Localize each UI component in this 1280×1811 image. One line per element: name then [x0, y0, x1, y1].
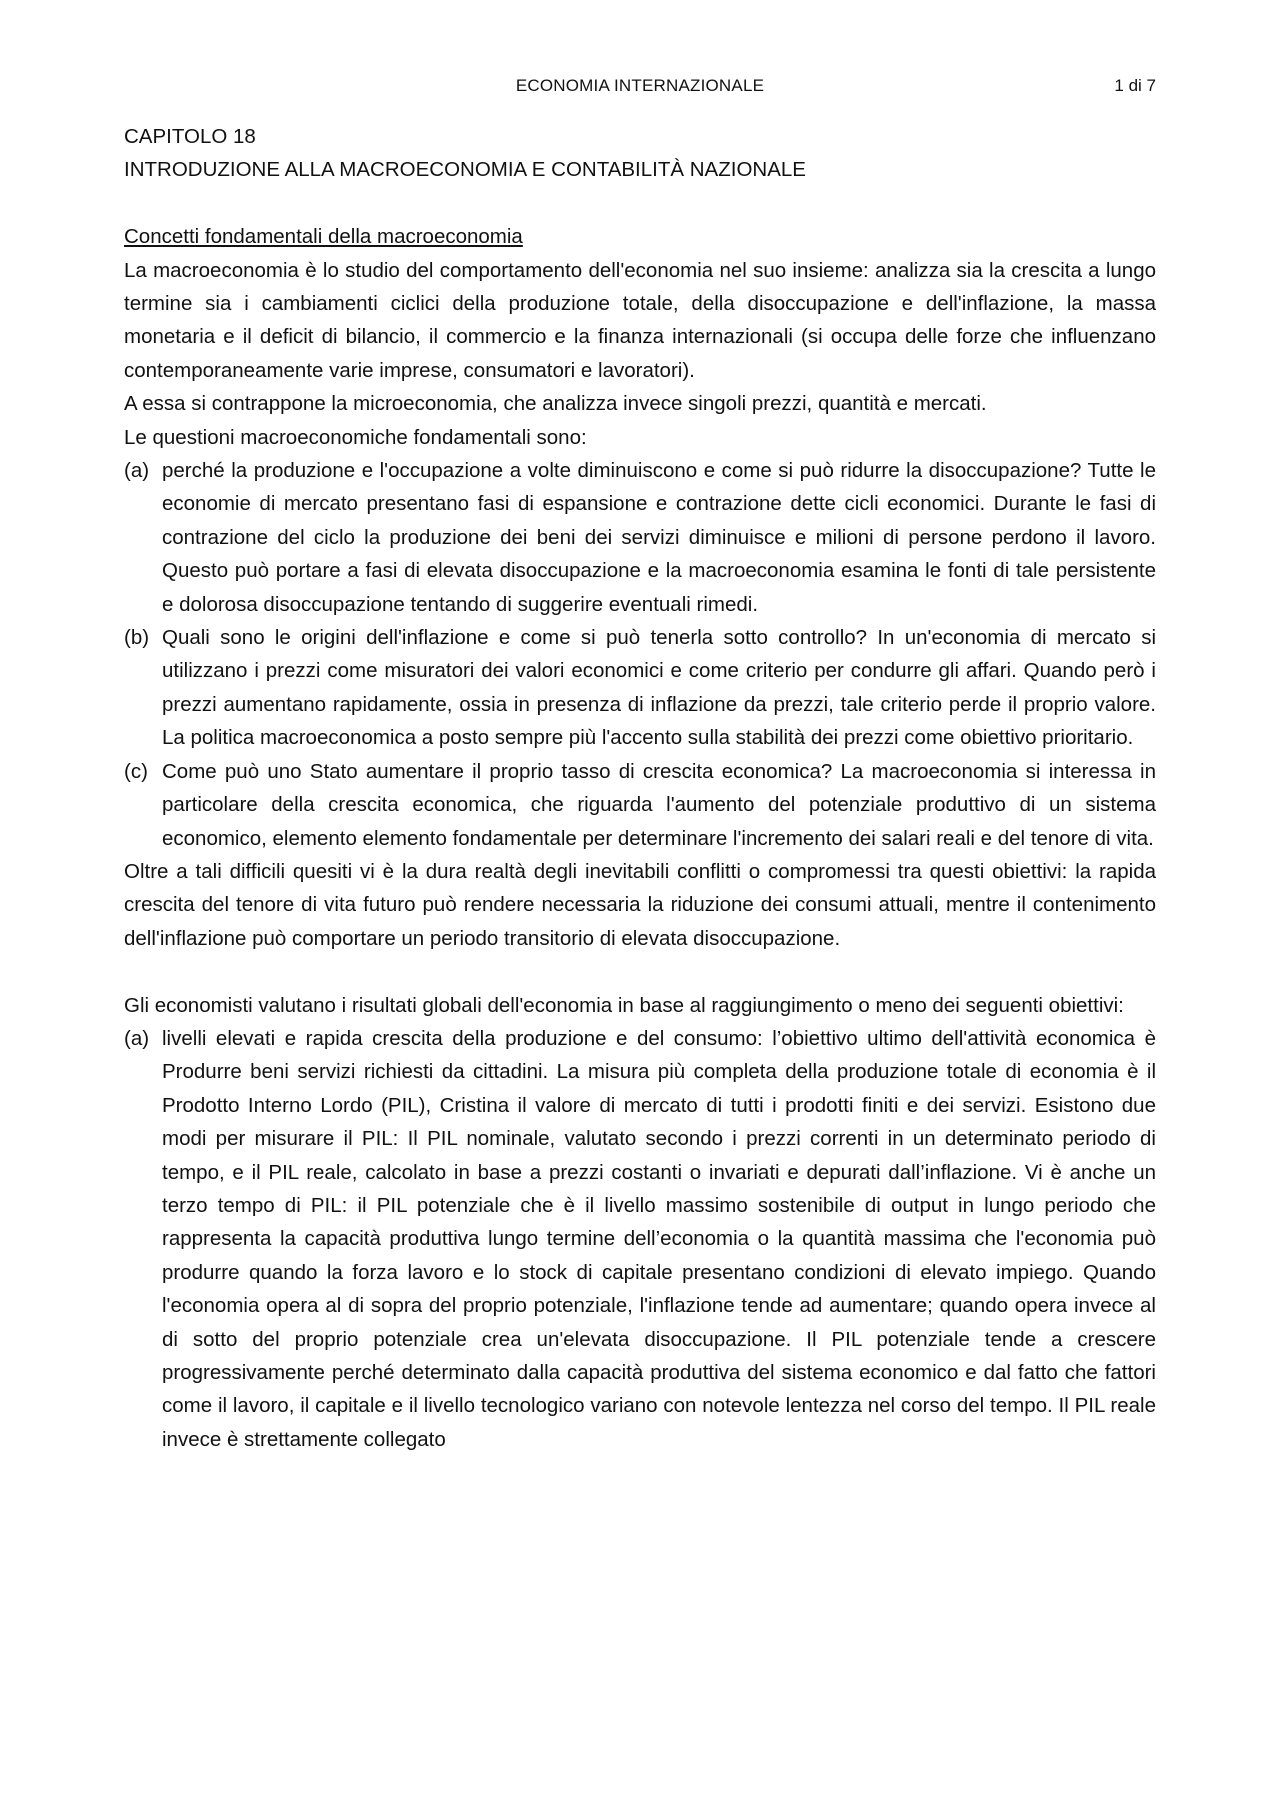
- document-content: [124, 120, 1156, 1456]
- spacer: [124, 955, 1156, 988]
- questions-list: [124, 454, 1156, 855]
- list-item: [124, 621, 1156, 755]
- objectives-list: [124, 1022, 1156, 1456]
- list-item: [124, 454, 1156, 621]
- objectives-intro: Gli economisti valutano i risultati globali dell'economia in base al raggiungimento o meno dei seguenti obiettivi:: [124, 993, 1124, 1017]
- list-item-text: perché la produzione e l'occupazione a volte diminuiscono e come si può ridurre la disoccupazione? Tutte le economie di mercato presentano fasi di espansione e contrazione dette cicli economici. Durante le fasi di contrazione del ciclo la produzione dei beni dei servizi diminuisce e milioni di persone perdono il lavoro. Questo può portare a fasi di elevata disoccupazione e la macroeconomia esamina le fonti di tale persistente e dolorosa disoccupazione tentando di suggerire eventuali rimedi.: [162, 459, 1156, 616]
- list-marker: (b): [124, 626, 150, 650]
- spacer: [124, 187, 1156, 220]
- section-title: Concetti fondamentali della macroeconomia: [124, 225, 523, 249]
- chapter-number: CAPITOLO 18: [124, 125, 256, 148]
- list-item-text: Come può uno Stato aumentare il proprio tasso di crescita economica? La macroeconomia si interessa in particolare della crescita economica, che riguarda l'aumento del potenziale produttivo di un sistema economico, elemento elemento fondamentale per determinare l'incremento dei salari reali e del tenore di vita.: [162, 759, 1156, 850]
- list-item-text: Quali sono le origini dell'inflazione e come si può tenerla sotto controllo? In un'economia di mercato si utilizzano i prezzi come misuratori dei valori economici e come criterio per condurre gli affari. Quando però i prezzi aumentano rapidamente, ossia in presenza di inflazione da prezzi, tale criterio perde il proprio valore. La politica macroeconomica a posto sempre più l'accento sulla stabilità dei prezzi come obiettivo prioritario.: [162, 626, 1156, 750]
- chapter-title: INTRODUZIONE ALLA MACROECONOMIA E CONTABILITÀ NAZIONALE: [124, 158, 806, 182]
- list-marker: (a): [124, 459, 150, 483]
- header-title: ECONOMIA INTERNAZIONALE: [515, 76, 765, 95]
- page-number: 1 di 7: [1114, 76, 1156, 95]
- list-item: [124, 1022, 1156, 1456]
- list-marker: (c): [124, 759, 148, 783]
- intro-paragraph: La macroeconomia è lo studio del comportamento dell'economia nel suo insieme: analizza sia la crescita a lungo termine sia i cambiamenti ciclici della produzione totale, della disoccupazione e dell'inflazione, la massa monetaria e il deficit di bilancio, il commercio e la finanza internazionali (si occupa delle forze che influenzano contemporaneamente varie imprese, consumatori e lavoratori).: [124, 258, 1156, 382]
- list-item-text: livelli elevati e rapida crescita della produzione e del consumo: l’obiettivo ultimo dell'attività economica è Produrre beni servizi richiesti da cittadini. La misura più completa della produzione totale di economia è il Prodotto Interno Lordo (PIL), Cristina il valore di mercato di tutti i prodotti finiti e dei servizi. Esistono due modi per misurare il PIL: Il PIL nominale, valutato secondo i prezzi correnti in un determinato periodo di tempo, e il PIL reale, calcolato in base a prezzi costanti o invariati e depurati dall’inflazione. Vi è anche un terzo tempo di PIL: il PIL potenziale che è il livello massimo sostenibile di output in lungo periodo che rappresenta la capacità produttiva lungo termine dell’economia o la quantità massima che l'economia può produrre quando la forza lavoro e lo stock di capitale presentano condizioni di elevato impiego. Quando l'economia opera al di sopra del proprio potenziale, l'inflazione tende ad aumentare; quando opera invece al di sotto del proprio potenziale crea un'elevata disoccupazione. Il PIL potenziale tende a crescere progressivamente perché determinato dalla capacità produttiva del sistema economico e dal fatto che fattori come il lavoro, il capitale e il livello tecnologico variano con notevole lentezza nel corso del tempo. Il PIL reale invece è strettamente collegato: [162, 1026, 1156, 1451]
- conflicts-paragraph: Oltre a tali difficili quesiti vi è la dura realtà degli inevitabili conflitti o compromessi tra questi obiettivi: la rapida crescita del tenore di vita futuro può rendere necessaria la riduzione dei consumi attuali, mentre il contenimento dell'inflazione può comportare un periodo transitorio di elevata disoccupazione.: [124, 859, 1156, 950]
- list-item: [124, 755, 1156, 855]
- page-header: [124, 76, 1156, 102]
- list-marker: (a): [124, 1026, 150, 1050]
- questions-intro: Le questioni macroeconomiche fondamentali sono:: [124, 425, 587, 449]
- contrast-paragraph: A essa si contrappone la microeconomia, che analizza invece singoli prezzi, quantità e mercati.: [124, 392, 987, 416]
